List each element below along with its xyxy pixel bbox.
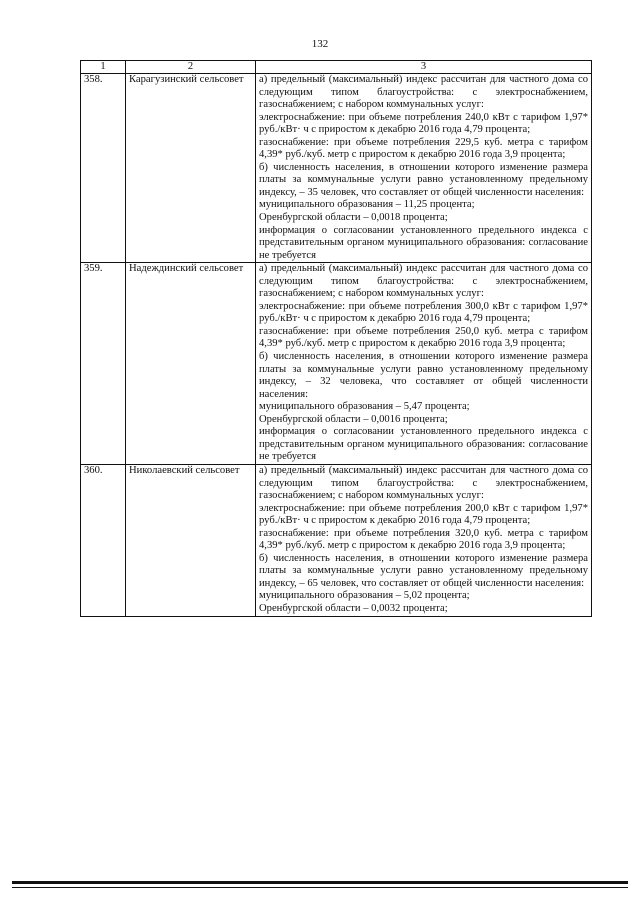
paragraph: электроснабжение: при объеме потребления 240,0 кВт с тарифом 1,97* руб./кВт· ч с приростом к декабрю 2016 года 4,79 процента; [259, 111, 588, 136]
column-header-1: 1 [81, 61, 126, 74]
row-number: 360. [81, 464, 126, 616]
row-details [256, 464, 592, 616]
paragraph: Оренбургской области – 0,0032 процента; [259, 602, 448, 614]
paragraph: муниципального образования – 5,02 процента; [259, 590, 470, 602]
paragraph: газоснабжение: при объеме потребления 229,5 куб. метра с тарифом 4,39* руб./куб. метр с приростом к декабрю 2016 года 3,9 процента; [259, 136, 588, 161]
paragraph: муниципального образования – 11,25 процента; [259, 199, 475, 211]
paragraph: б) численность населения, в отношении которого изменение размера платы за коммунальные услуги равно установленному предельному индексу, – 65 человек, что составляет от общей численности населения: [259, 552, 588, 589]
page-number: 132 [311, 38, 329, 50]
document-table [80, 60, 592, 617]
table-row [81, 464, 592, 616]
paragraph: газоснабжение: при объеме потребления 320,0 куб. метра с тарифом 4,39* руб./куб. метр с приростом к декабрю 2016 года 3,9 процента; [259, 527, 588, 552]
paragraph: а) предельный (максимальный) индекс рассчитан для частного дома со следующим типом благоустройства: с электроснабжением, газоснабжением; с набором коммунальных услуг: [259, 263, 588, 300]
municipality-name: Николаевский сельсовет [126, 464, 256, 616]
paragraph: Оренбургской области – 0,0016 процента; [259, 413, 448, 425]
row-number: 358. [81, 74, 126, 263]
column-header-2: 2 [126, 61, 256, 74]
paragraph: газоснабжение: при объеме потребления 250,0 куб. метра с тарифом 4,39* руб./куб. метр с приростом к декабрю 2016 года 3,9 процента; [259, 325, 588, 350]
paragraph: б) численность населения, в отношении которого изменение размера платы за коммунальные услуги равно установленному предельному индексу, – 32 человека, что составляет от общей численности населения: [259, 351, 588, 400]
paragraph: электроснабжение: при объеме потребления 200,0 кВт с тарифом 1,97* руб./кВт· ч с приростом к декабрю 2016 года 4,79 процента; [259, 502, 588, 527]
column-header-3: 3 [256, 61, 592, 74]
paragraph: а) предельный (максимальный) индекс рассчитан для частного дома со следующим типом благоустройства: с электроснабжением, газоснабжением; с набором коммунальных услуг: [259, 464, 588, 502]
paragraph: Оренбургской области – 0,0018 процента; [259, 212, 448, 224]
table-row [81, 263, 592, 465]
table-row [81, 74, 592, 263]
paragraph: информация о согласовании установленного предельного индекса с представительным органом муниципального образования: согласование не требуется [259, 426, 588, 463]
paragraph: информация о согласовании установленного предельного индекса с представительным органом муниципального образования: согласование не требуется [259, 224, 588, 261]
paragraph: а) предельный (максимальный) индекс рассчитан для частного дома со следующим типом благоустройства: с электроснабжением, газоснабжением; с набором коммунальных услуг: [259, 74, 588, 111]
municipality-name: Карагузинский сельсовет [126, 74, 256, 263]
municipality-name: Надеждинский сельсовет [126, 263, 256, 465]
table-header-row [81, 61, 592, 74]
paragraph: электроснабжение: при объеме потребления 300,0 кВт с тарифом 1,97* руб./кВт· ч с приростом к декабрю 2016 года 4,79 процента; [259, 300, 588, 325]
row-details [256, 74, 592, 263]
row-details [256, 263, 592, 465]
bottom-border-thin [12, 887, 628, 888]
row-number: 359. [81, 263, 126, 465]
bottom-border-thick [12, 881, 628, 884]
paragraph: муниципального образования – 5,47 процента; [259, 401, 470, 413]
paragraph: б) численность населения, в отношении которого изменение размера платы за коммунальные услуги равно установленному предельному индексу, – 35 человек, что составляет от общей численности населения: [259, 161, 588, 198]
